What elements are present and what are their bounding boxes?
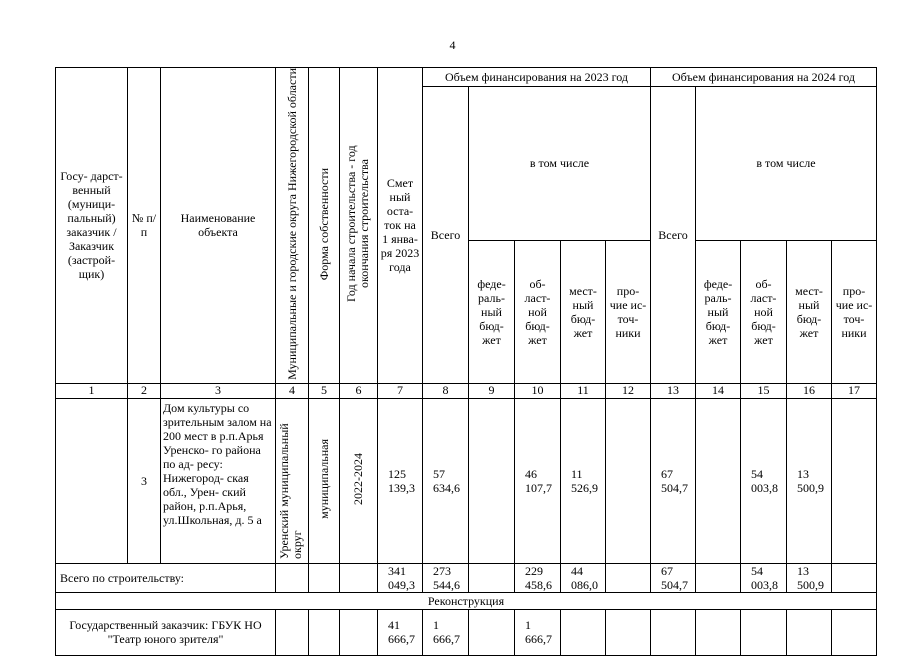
header-object-name: Наименование объекта	[161, 68, 276, 384]
total-label: Всего по строительству:	[56, 563, 276, 592]
header-federal-2023: феде- раль- ный бюд- жет	[469, 240, 515, 383]
empty-cell	[340, 609, 378, 655]
header-number: № п/п	[128, 68, 161, 384]
empty-cell	[651, 609, 696, 655]
page-number: 4	[449, 38, 456, 52]
cell-years: 2022-2024	[340, 398, 378, 563]
table-row	[56, 398, 877, 563]
cell-total-2023: 57 634,6	[423, 398, 469, 563]
cell-local-2023: 11 526,9	[561, 398, 606, 563]
header-other-2023: про- чие ис- точ- ники	[606, 240, 651, 383]
cell-object-name: Дом культуры со зрительным залом на 200 мест в р.п.Арья Уренско- го района по ад- ресу: Нижегород- ская обл., Урен- ский район, р.п.Арья, ул.Школьная, д. 5 а	[161, 398, 276, 563]
empty-cell	[309, 609, 340, 655]
header-local-2023: мест- ный бюд- жет	[561, 240, 606, 383]
empty-cell	[696, 609, 741, 655]
column-number: 14	[696, 383, 741, 398]
header-regional-2023: об- ласт- ной бюд- жет	[515, 240, 561, 383]
column-number: 6	[340, 383, 378, 398]
column-number: 13	[651, 383, 696, 398]
column-number: 5	[309, 383, 340, 398]
cell-federal-2023	[469, 398, 515, 563]
total-estimate-balance: 341 049,3	[378, 563, 423, 592]
header-including-2023: в том числе	[469, 87, 651, 241]
empty-cell	[340, 563, 378, 592]
cell-number: 3	[128, 398, 161, 563]
empty-cell	[606, 609, 651, 655]
total-local-2023: 44 086,0	[561, 563, 606, 592]
column-number: 12	[606, 383, 651, 398]
column-number: 3	[161, 383, 276, 398]
header-fin-2023: Объем финансирования на 2023 год	[423, 68, 651, 87]
column-number: 9	[469, 383, 515, 398]
empty-cell	[469, 563, 515, 592]
total-local-2024: 13 500,9	[787, 563, 832, 592]
total-regional-2023: 229 458,6	[515, 563, 561, 592]
column-number: 15	[741, 383, 787, 398]
column-number: 2	[128, 383, 161, 398]
header-including-2024: в том числе	[696, 87, 877, 241]
header-district: Муниципальные и городские округа Нижегородской области	[276, 68, 309, 384]
header-total-2024: Всего	[651, 87, 696, 384]
cell-district: Уренский муниципальный округ	[276, 398, 309, 563]
column-number: 8	[423, 383, 469, 398]
financing-table	[55, 67, 877, 656]
cell-other-2023	[606, 398, 651, 563]
header-ownership: Форма собственности	[309, 68, 340, 384]
header-federal-2024: феде- раль- ный бюд- жет	[696, 240, 741, 383]
cell-regional-2023: 46 107,7	[515, 398, 561, 563]
cell-customer	[56, 398, 128, 563]
header-total-2023: Всего	[423, 87, 469, 384]
section-title: Реконструкция	[56, 592, 877, 609]
column-number: 7	[378, 383, 423, 398]
total-row	[56, 563, 877, 592]
column-number: 17	[832, 383, 877, 398]
cell-total-2024: 67 504,7	[651, 398, 696, 563]
cell-local-2024: 13 500,9	[787, 398, 832, 563]
cell-ownership: муниципальная	[309, 398, 340, 563]
cell-federal-2024	[696, 398, 741, 563]
column-number: 4	[276, 383, 309, 398]
cell-regional-2024: 54 003,8	[741, 398, 787, 563]
section-row	[56, 592, 877, 609]
customer-total-2023: 1 666,7	[423, 609, 469, 655]
total-total-2024: 67 504,7	[651, 563, 696, 592]
empty-cell	[309, 563, 340, 592]
header-other-2024: про- чие ис- точ- ники	[832, 240, 877, 383]
empty-cell	[696, 563, 741, 592]
column-number: 11	[561, 383, 606, 398]
customer-regional-2023: 1 666,7	[515, 609, 561, 655]
header-estimate-balance: Смет ный оста- ток на 1 янва- ря 2023 года	[378, 68, 423, 384]
empty-cell	[832, 609, 877, 655]
empty-cell	[469, 609, 515, 655]
empty-cell	[276, 609, 309, 655]
column-number: 10	[515, 383, 561, 398]
header-customer: Госу- дарст- венный (муници- пальный) заказчик / Заказчик (застрой- щик)	[56, 68, 128, 384]
column-numbers-row	[56, 383, 877, 398]
empty-cell	[741, 609, 787, 655]
column-number: 1	[56, 383, 128, 398]
header-fin-2024: Объем финансирования на 2024 год	[651, 68, 877, 87]
empty-cell	[606, 563, 651, 592]
customer-label: Государственный заказчик: ГБУК НО "Театр юного зрителя"	[56, 609, 276, 655]
column-number: 16	[787, 383, 832, 398]
header-local-2024: мест- ный бюд- жет	[787, 240, 832, 383]
customer-row	[56, 609, 877, 655]
customer-estimate-balance: 41 666,7	[378, 609, 423, 655]
empty-cell	[561, 609, 606, 655]
empty-cell	[832, 563, 877, 592]
header-years: Год начала строительства - год окончания строительства	[340, 68, 378, 384]
cell-estimate-balance: 125 139,3	[378, 398, 423, 563]
total-regional-2024: 54 003,8	[741, 563, 787, 592]
header-regional-2024: об- ласт- ной бюд- жет	[741, 240, 787, 383]
empty-cell	[787, 609, 832, 655]
total-total-2023: 273 544,6	[423, 563, 469, 592]
empty-cell	[276, 563, 309, 592]
cell-other-2024	[832, 398, 877, 563]
